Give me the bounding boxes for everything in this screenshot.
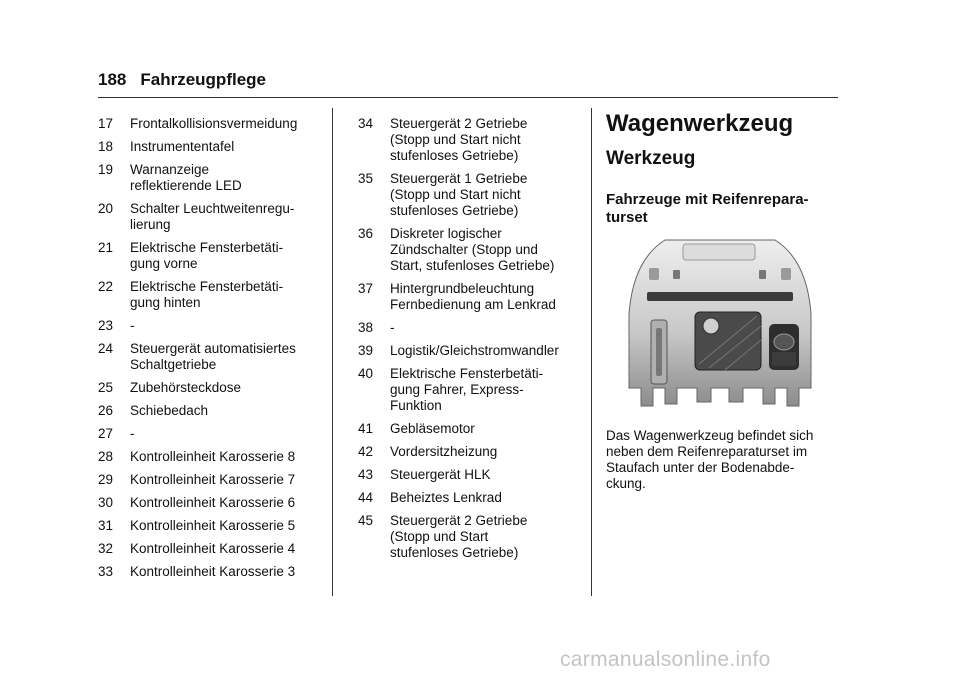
fuse-number: 18 — [98, 139, 114, 154]
fuse-description: Elektrische Fensterbetäti- gung vorne — [130, 240, 284, 271]
fuse-description: Schiebedach — [130, 403, 209, 418]
subsection-heading: Werkzeug — [606, 148, 696, 169]
fuse-description: Kontrolleinheit Karosserie 5 — [130, 518, 296, 533]
column-divider-1 — [332, 108, 333, 596]
fuse-description: Instrumententafel — [130, 139, 235, 154]
fuse-description: Steuergerät HLK — [390, 467, 491, 482]
fuse-list-item — [358, 226, 580, 274]
fuse-description: Hintergrundbeleuchtung Fernbedienung am Lenkrad — [390, 281, 556, 312]
fuse-number: 37 — [358, 281, 374, 296]
fuse-list-column-1 — [98, 116, 324, 587]
header-rule — [98, 97, 838, 98]
fuse-number: 45 — [358, 513, 374, 528]
fuse-list-item — [358, 490, 580, 506]
fuse-description: Elektrische Fensterbetäti- gung Fahrer, Express- Funktion — [390, 366, 544, 413]
fuse-list-item — [358, 343, 580, 359]
fuse-description: Kontrolleinheit Karosserie 3 — [130, 564, 296, 579]
fuse-description: Zubehörsteckdose — [130, 380, 242, 395]
fuse-number: 35 — [358, 171, 374, 186]
fuse-list-item — [98, 495, 324, 511]
fuse-number: 17 — [98, 116, 114, 131]
fuse-number: 38 — [358, 320, 374, 335]
fuse-list-item — [98, 403, 324, 419]
fuse-number: 39 — [358, 343, 374, 358]
fuse-list-item — [98, 201, 324, 233]
fuse-description: Kontrolleinheit Karosserie 8 — [130, 449, 296, 464]
fuse-number: 23 — [98, 318, 114, 333]
fuse-list-item — [98, 318, 324, 334]
fuse-description: Gebläsemotor — [390, 421, 475, 436]
fuse-list-item — [98, 564, 324, 580]
fuse-list-item — [98, 518, 324, 534]
fuse-list-item — [98, 426, 324, 442]
fuse-list-item — [98, 162, 324, 194]
fuse-description: Logistik/Gleichstromwandler — [390, 343, 559, 358]
fuse-list-item — [358, 320, 580, 336]
fuse-number: 25 — [98, 380, 114, 395]
fuse-list-item — [98, 139, 324, 155]
sub-subsection-heading: Fahrzeuge mit Reifenrepara- turset — [606, 191, 809, 226]
fuse-list-item — [98, 380, 324, 396]
fuse-number: 27 — [98, 426, 114, 441]
page-header — [98, 70, 266, 90]
fuse-list-item — [358, 467, 580, 483]
fuse-number: 31 — [98, 518, 114, 533]
fuse-list-item — [358, 513, 580, 561]
fuse-description: - — [130, 426, 135, 441]
fuse-description: Kontrolleinheit Karosserie 4 — [130, 541, 296, 556]
fuse-number: 28 — [98, 449, 114, 464]
fuse-description: Steuergerät automatisiertes Schaltgetriebe — [130, 341, 296, 372]
fuse-description: Diskreter logischer Zündschalter (Stopp und Start, stufenloses Getriebe) — [390, 226, 555, 273]
fuse-list-item — [98, 240, 324, 272]
fuse-description: Kontrolleinheit Karosserie 7 — [130, 472, 296, 487]
fuse-number: 33 — [98, 564, 114, 579]
fuse-list-item — [358, 171, 580, 219]
fuse-list-item — [98, 449, 324, 465]
fuse-description: Warnanzeige reflektierende LED — [130, 162, 242, 193]
fuse-number: 43 — [358, 467, 374, 482]
fuse-number: 19 — [98, 162, 114, 177]
fuse-number: 34 — [358, 116, 374, 131]
fuse-number: 20 — [98, 201, 114, 216]
tool-compartment-drawing — [625, 236, 815, 414]
page-number: 188 — [98, 70, 127, 89]
fuse-description: Steuergerät 1 Getriebe (Stopp und Start nicht stufenloses Getriebe) — [390, 171, 528, 218]
column-divider-2 — [591, 108, 592, 596]
fuse-description: Frontalkollisionsvermeidung — [130, 116, 298, 131]
fuse-number: 29 — [98, 472, 114, 487]
fuse-list-item — [98, 341, 324, 373]
page-title: Fahrzeugpflege — [140, 70, 266, 89]
fuse-number: 40 — [358, 366, 374, 381]
fuse-description: Steuergerät 2 Getriebe (Stopp und Start stufenloses Getriebe) — [390, 513, 528, 560]
fuse-list-item — [358, 281, 580, 313]
watermark-text: carmanualsonline.info — [560, 648, 771, 671]
fuse-description: Steuergerät 2 Getriebe (Stopp und Start nicht stufenloses Getriebe) — [390, 116, 528, 163]
fuse-number: 30 — [98, 495, 114, 510]
fuse-number: 42 — [358, 444, 374, 459]
fuse-description: Beheiztes Lenkrad — [390, 490, 502, 505]
fuse-number: 41 — [358, 421, 374, 436]
fuse-list-item — [358, 366, 580, 414]
fuse-list-item — [98, 541, 324, 557]
fuse-list-item — [98, 279, 324, 311]
fuse-description: Kontrolleinheit Karosserie 6 — [130, 495, 296, 510]
fuse-number: 44 — [358, 490, 374, 505]
fuse-description: - — [390, 320, 395, 335]
fuse-number: 22 — [98, 279, 114, 294]
fuse-number: 32 — [98, 541, 114, 556]
fuse-number: 26 — [98, 403, 114, 418]
fuse-description: Schalter Leuchtweitenregu- lierung — [130, 201, 295, 232]
fuse-list-column-2 — [358, 116, 580, 568]
fuse-number: 36 — [358, 226, 374, 241]
fuse-number: 21 — [98, 240, 114, 255]
fuse-description: Elektrische Fensterbetäti- gung hinten — [130, 279, 284, 310]
tool-compartment-illustration — [625, 236, 815, 414]
fuse-list-item — [98, 116, 324, 132]
fuse-list-item — [358, 444, 580, 460]
fuse-list-item — [358, 421, 580, 437]
fuse-list-item — [98, 472, 324, 488]
fuse-number: 24 — [98, 341, 114, 356]
fuse-list-item — [358, 116, 580, 164]
fuse-description: - — [130, 318, 135, 333]
fuse-description: Vordersitzheizung — [390, 444, 498, 459]
section-heading: Wagenwerkzeug — [606, 110, 794, 137]
description-paragraph: Das Wagenwerkzeug befindet sich neben dem Reifenreparaturset im Staufach unter der Bodenabde- ckung. — [606, 428, 814, 491]
